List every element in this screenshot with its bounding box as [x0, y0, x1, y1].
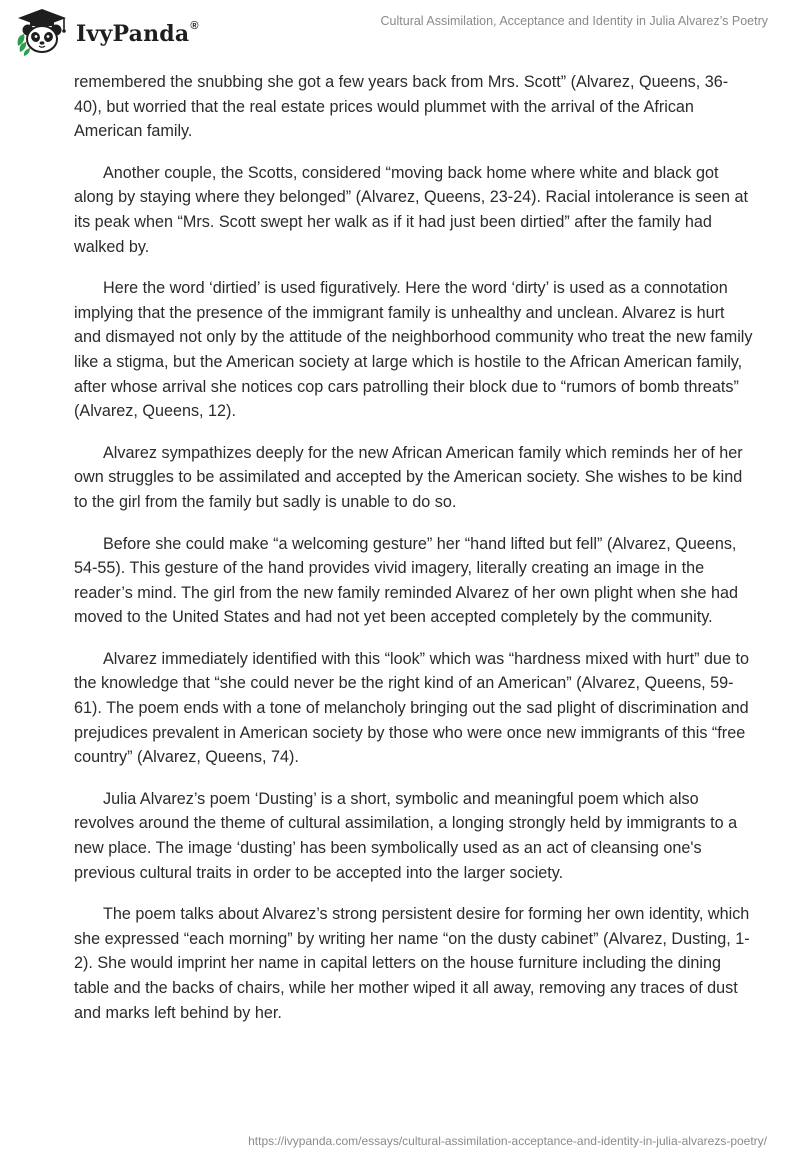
paragraph: The poem talks about Alvarez’s strong persistent desire for forming her own identity, which she expressed “each morning” by writing her name “on the dusty cabinet” (Alvarez, Dusting, 1-2). She would imprint her name in capital letters on the house furniture including the dining table and the backs of chairs, while her mother wiped it all away, removing any traces of dust and marks left behind by her. [74, 905, 750, 1022]
paragraph: Julia Alvarez’s poem ‘Dusting’ is a short, symbolic and meaningful poem which also revolves around the theme of cultural assimilation, a longing strongly held by immigrants to a new place. The image ‘dusting’ has been symbolically used as an act of cleansing one's previous cultural traits in order to be accepted into the larger society. [74, 789, 738, 882]
page-header [0, 0, 800, 70]
essay-body [74, 70, 754, 1042]
paragraph: Alvarez sympathizes deeply for the new African American family which reminds her of her own struggles to be assimilated and accepted by the American society. She wishes to be kind to the girl from the family but sadly is unable to do so. [74, 443, 743, 511]
paragraph: Another couple, the Scotts, considered “moving back home where white and black got along by staying where they belonged” (Alvarez, Queens, 23-24). Racial intolerance is seen at its peak when “Mrs. Scott swept her walk as if it had just been dirtied” after the family had walked by. [74, 163, 748, 256]
paragraph: Here the word ‘dirtied’ is used figuratively. Here the word ‘dirty’ is used as a connotation implying that the presence of the immigrant family is unhealthy and unclean. Alvarez is hurt and dismayed not only by the attitude of the neighborhood community who treat the new family like a stigma, but the American society at large which is hostile to the African American family, after whose arrival she notices cop cars patrolling their block due to “rumors of bomb threats” (Alvarez, Queens, 12). [74, 279, 753, 421]
logo-wordmark [76, 21, 199, 47]
paragraph: remembered the snubbing she got a few years back from Mrs. Scott” (Alvarez, Queens, 36-40), but worried that the real estate prices would plummet with the arrival of the African American family. [74, 73, 729, 141]
paragraph: Before she could make “a welcoming gesture” her “hand lifted but fell” (Alvarez, Queens, 54-55). This gesture of the hand provides vivid imagery, literally creating an image in the reader’s mind. The girl from the new family reminded Alvarez of her own plight when she had moved to the United States and had not yet been accepted completely by the community. [74, 534, 739, 627]
registered-mark: ® [190, 19, 199, 32]
ivypanda-logo[interactable] [14, 6, 199, 58]
panda-graduate-icon [14, 6, 70, 58]
document-title: Cultural Assimilation, Acceptance and Identity in Julia Alvarez’s Poetry [380, 14, 768, 28]
logo-text: IvyPanda [76, 21, 190, 47]
source-url-link[interactable]: https://ivypanda.com/essays/cultural-assimilation-acceptance-and-identity-in-julia-alvarezs-poetry/ [248, 1134, 767, 1148]
paragraph: Alvarez immediately identified with this “look” which was “hardness mixed with hurt” due to the knowledge that “she could never be the right kind of an American” (Alvarez, Queens, 59-61). The poem ends with a tone of melancholy bringing out the sad plight of discrimination and prejudices prevalent in American society by those who were once new immigrants of this “free country” (Alvarez, Queens, 74). [74, 649, 749, 767]
